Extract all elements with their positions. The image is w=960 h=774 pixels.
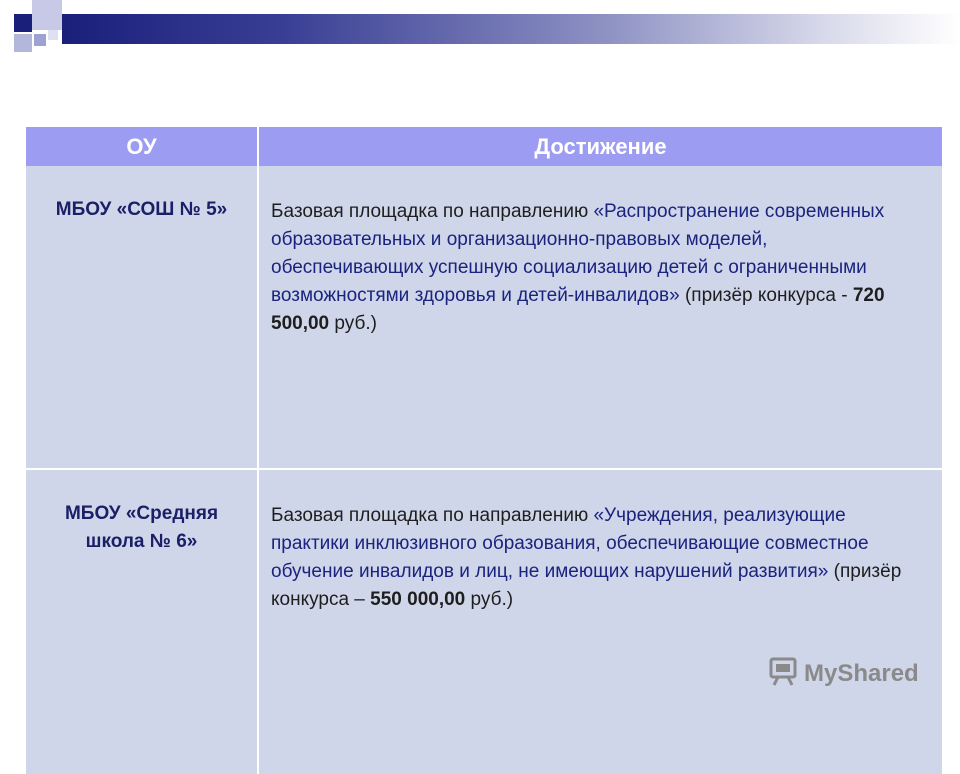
table-row [26,166,942,469]
prize-amount: 550 000,00 [370,589,466,610]
header-org: ОУ [26,127,258,166]
achievement-cell [258,166,942,469]
achievement-lead: Базовая площадка по направлению [271,505,594,526]
org-cell: МБОУ «Средняя школа № 6» [26,469,258,774]
decor-square-small-light [48,30,58,40]
achievement-cell [258,469,942,774]
prize-suffix: руб.) [329,313,377,334]
prize-prefix: (призёр конкурса – [271,561,902,610]
decor-square-small [34,34,46,46]
header-band [62,14,960,44]
achievement-topic: «Учреждения, реализующие практики инклюзивного образования, обеспечивающие совместное обучение инвалидов и лиц, не имеющих нарушений развития» [271,505,869,582]
table-header-row [26,127,942,166]
org-cell: МБОУ «СОШ № 5» [26,166,258,469]
prize-suffix: руб.) [465,589,514,610]
achievements-table [26,127,942,712]
decor-square-dark [14,14,32,32]
achievement-topic: «Распространение современных образовательных и организационно-правовых моделей, обеспечивающих успешную социализацию детей с ограниченными возможностями здоровья и детей-инвалидов» [271,201,885,306]
decor-square-light [32,0,62,30]
achievement-lead: Базовая площадка по направлению [271,201,594,222]
header-achievement: Достижение [258,127,942,166]
watermark [768,654,928,694]
decor-square-mid [14,34,32,52]
prize-prefix: (призёр конкурса - [679,285,853,306]
presentation-board-icon [768,656,798,693]
table-row [26,469,942,774]
watermark-text: MyShared [804,660,919,687]
prize-amount: 720 500,00 [271,285,885,334]
